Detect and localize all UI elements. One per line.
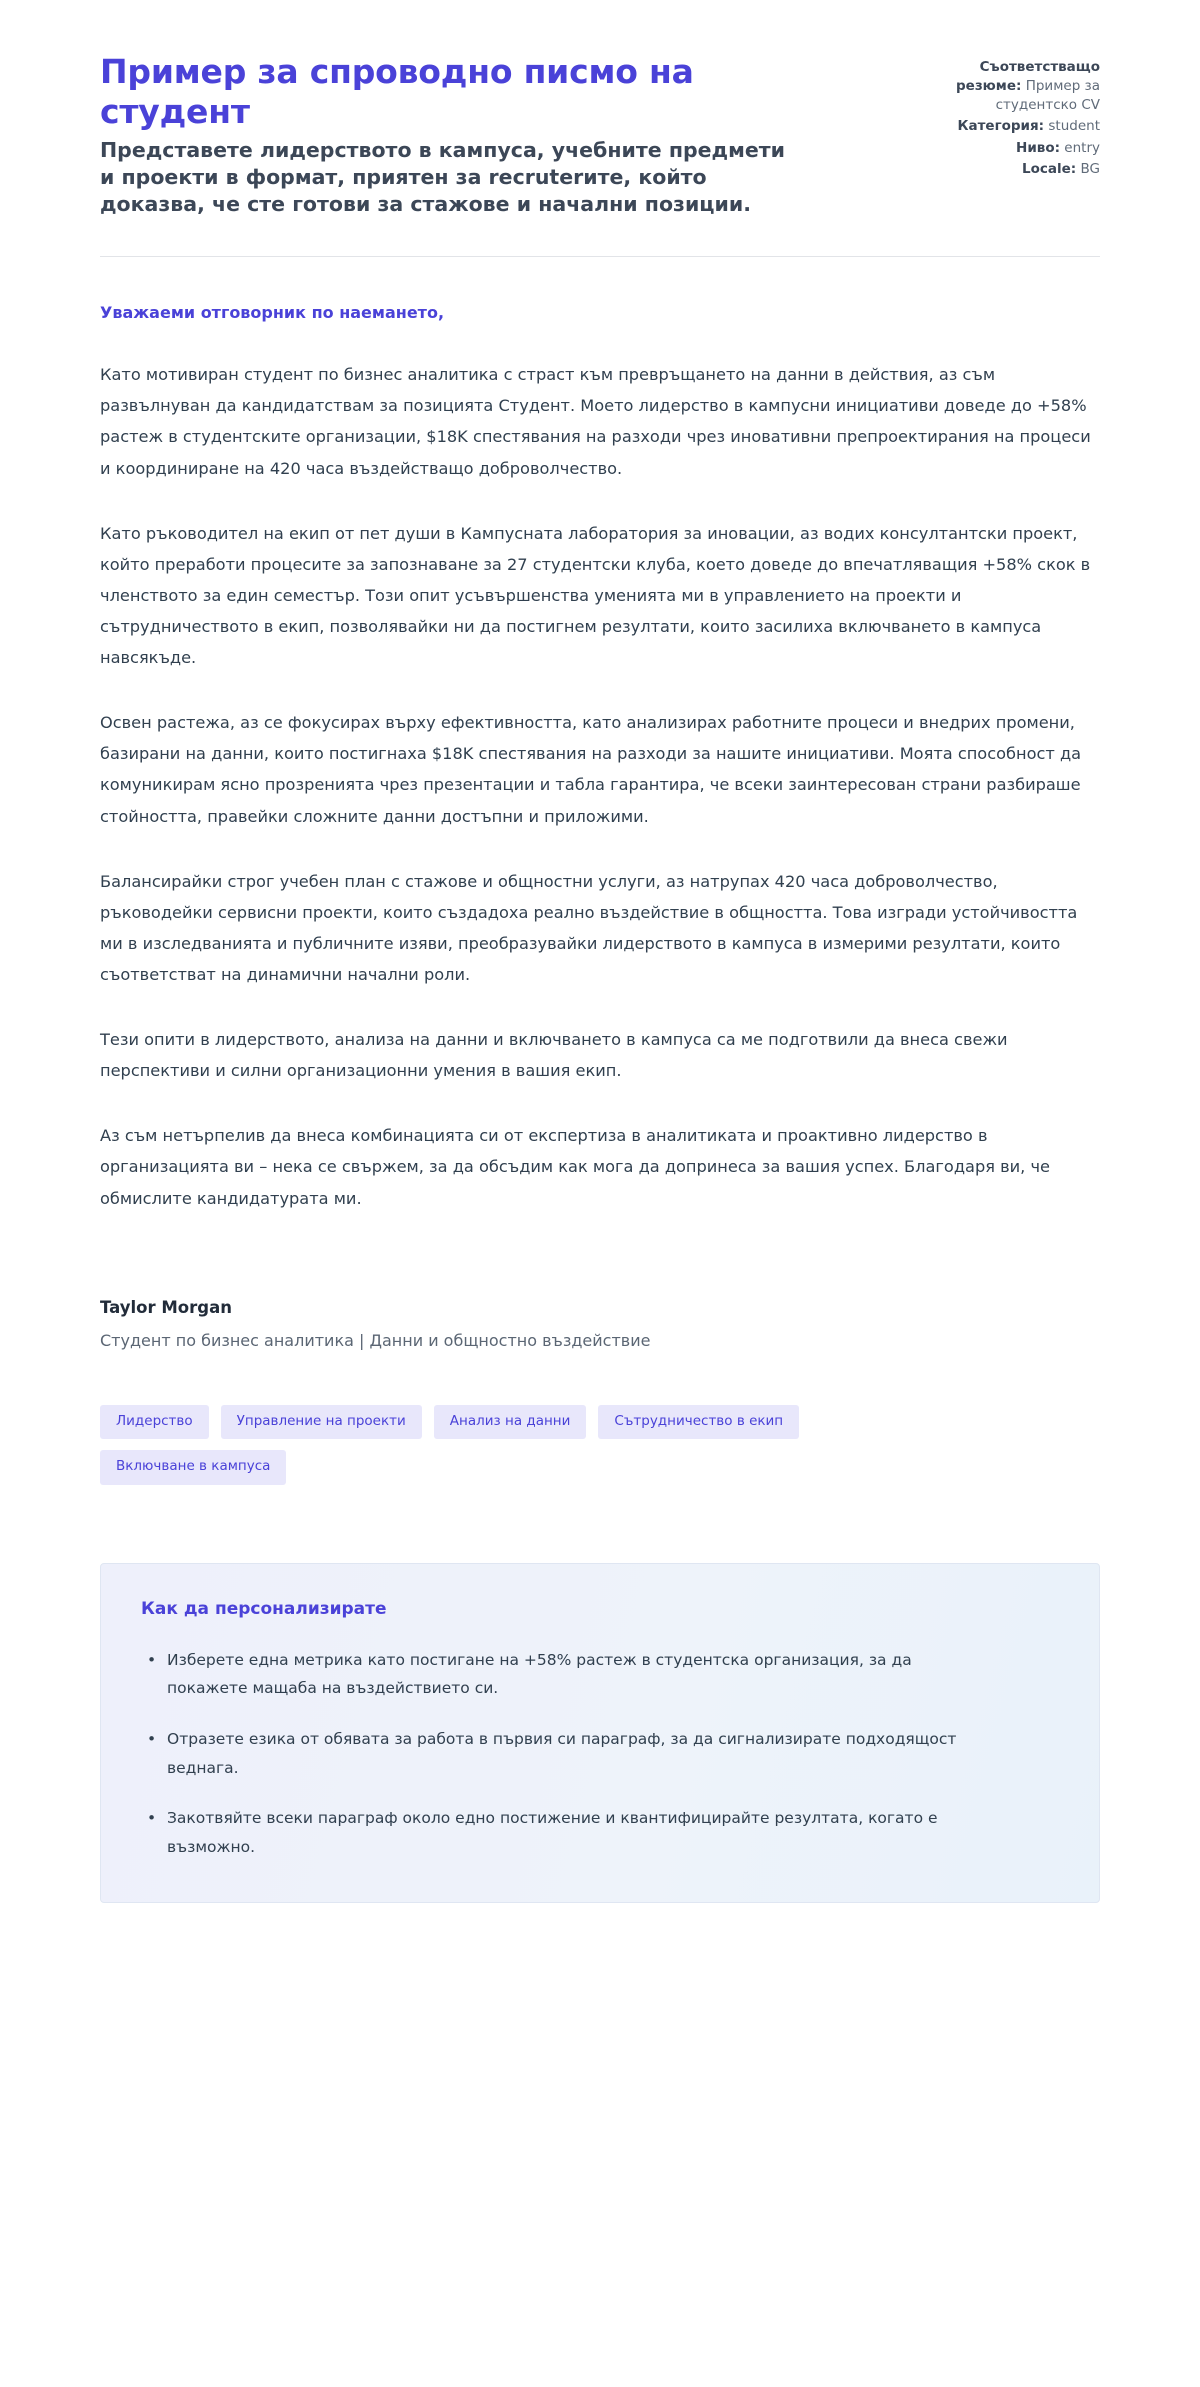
bullet-icon: • [147,1650,157,1669]
meta-value-category: student [1048,118,1100,135]
page-subtitle: Представете лидерството в кампуса, учебните предмети и проекти в формат, приятен за recruterите, който доказва, че сте готови за стажове и начални позиции. [100,137,786,216]
meta-label-level: Ниво: [1016,139,1060,156]
meta-row-matching-resume [915,58,1100,115]
cover-letter-body [100,257,1100,1213]
letter-paragraph: Тези опити в лидерството, анализа на данни и включването в кампуса са ме подготвили да внеса свежи перспективи и силни организационни умения в вашия екип. [100,1030,1008,1081]
page-title: Пример за спроводно писмо на студент [100,52,694,132]
letter-paragraph: Като ръководител на екип от пет души в Кампусната лаборатория за иновации, аз водих консултантски проект, който преработи процесите за запознаване за 27 студентски клуба, което доведе до впечатляващия +58% скок в членството за един семестър. Този опит усъвършенства уменията ми в управлението на проекти и сътрудничеството в екип, позволявайки ни да постигнем резултати, които засилиха включването в кампуса навсякъде. [100,523,1091,668]
callout-title: Как да персонализирате [141,1598,387,1619]
signature-role: Студент по бизнес аналитика | Данни и общностно въздействие [100,1330,651,1350]
callout-tip-text: Изберете една метрика като постигане на +58% растеж в студентска организация, за да покажете мащаба на въздействието си. [167,1650,912,1698]
callout-tip-item [141,1804,987,1861]
callout-tip-item [141,1646,987,1703]
skill-tag[interactable]: Лидерство [100,1405,209,1440]
skill-tag[interactable]: Анализ на данни [434,1405,587,1440]
letter-salutation: Уважаеми отговорник по наемането, [100,303,445,323]
skill-tag[interactable]: Сътрудничество в екип [598,1405,799,1440]
callout-tip-item [141,1725,987,1782]
meta-label-locale: Locale: [1022,160,1077,177]
letter-paragraph: Балансирайки строг учебен план с стажове и общностни услуги, аз натрупах 420 часа доброволчество, ръководейки сервисни проекти, които създадоха реално въздействие в общността. Това изгради устойчивостта ми в изследванията и публичните изяви, преобразувайки лидерството в кампуса в измерими резултати, които съответстват на динамични начални роли. [100,871,1078,984]
meta-label-category: Категория: [957,118,1045,135]
bullet-icon: • [147,1729,157,1748]
meta-value-matching-resume: Пример за студентско CV [995,78,1100,114]
header-metadata [915,52,1100,181]
callout-tip-text: Закотвяйте всеки параграф около едно постижение и квантифицирайте резултата, когато е възможно. [167,1809,938,1856]
document-header [100,0,1100,218]
letter-paragraph: Аз съм нетърпелив да внеса комбинацията си от експертиза в аналитиката и проактивно лидерство в организацията ви – нека се свържем, за да обсъдим как мога да допринеса за вашия успех. Благодаря ви, че обмислите кандидатурата ми. [100,1126,1050,1208]
personalization-callout [100,1563,1100,1903]
letter-paragraph: Освен растежа, аз се фокусирах върху ефективността, като анализирах работните процеси и внедрих промени, базирани на данни, които постигнаха $18K спестявания на разходи за нашите инициативи. Моята способност да комуникирам ясно прозренията чрез презентации и табла гарантира, че всеки заинтересован страни разбираше стойността, правейки сложните данни достъпни и приложими. [100,713,1082,826]
signature-name: Taylor Morgan [100,1297,232,1317]
meta-row-category [915,117,1100,136]
skill-tag[interactable]: Управление на проекти [221,1405,422,1440]
skill-tag-list [100,1353,950,1485]
meta-value-level: entry [1064,139,1100,156]
signature-block [100,1248,1100,1353]
callout-tip-list [141,1646,1059,1862]
letter-paragraph: Като мотивиран студент по бизнес аналитика с страст към превръщането на данни в действия, аз съм развълнуван да кандидатствам за позицията Студент. Моето лидерство в кампусни инициативи доведе до +58% растеж в студентските организации, $18K спестявания на разходи чрез иновативни препроектирания на процеси и координиране на 420 часа въздействащо доброволчество. [100,365,1091,478]
bullet-icon: • [147,1809,157,1828]
meta-label-matching-resume: Съответстващо резюме: [956,59,1100,95]
callout-tip-text: Отразете езика от обявата за работа в първия си параграф, за да сигнализирате подходящост веднага. [167,1729,957,1777]
meta-row-locale [915,160,1100,179]
meta-row-level [915,139,1100,158]
header-title-block [100,52,800,218]
meta-value-locale: BG [1080,160,1100,177]
skill-tag[interactable]: Включване в кампуса [100,1450,286,1485]
